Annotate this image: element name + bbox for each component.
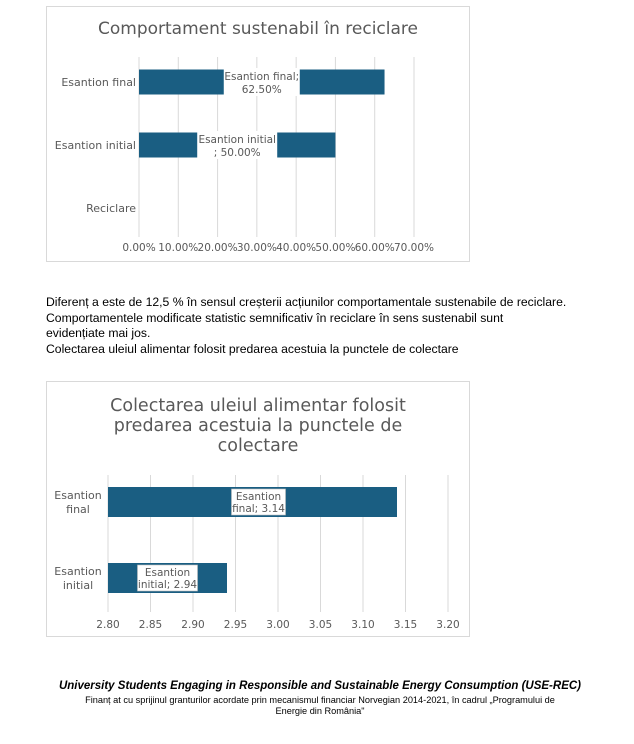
text-line: Colectarea uleiul alimentar folosit predarea acestuia la punctele de colectare	[46, 341, 459, 356]
recycling-chart	[46, 6, 470, 262]
x-tick-label: 70.00%	[393, 242, 435, 254]
x-tick-label: 60.00%	[354, 242, 395, 254]
x-tick-label: 50.00%	[315, 242, 356, 254]
x-tick-label: 2.85	[138, 619, 163, 631]
data-label: Esantion	[235, 491, 282, 503]
category-label: Esantion initial	[54, 139, 136, 152]
chart-title: Colectarea uleiul alimentar folosit predarea acestuia la punctele de colectare	[110, 396, 406, 456]
category-label: final	[66, 503, 90, 516]
x-tick-label: 30.00%	[236, 242, 277, 254]
category-label: Esantion final	[61, 76, 136, 89]
x-tick-label: 0.00%	[122, 242, 156, 254]
text-line: Diferenț a este de 12,5 % în sensul creșterii acțiunilor comportamentale sustenabile de reciclare.	[46, 295, 567, 309]
category-label: Esantion	[54, 565, 102, 578]
data-label: Esantion final;	[224, 71, 300, 83]
body-text	[46, 295, 606, 357]
text-line: evidențiate mai jos.	[46, 326, 151, 340]
x-tick-label: 3.00	[266, 619, 290, 631]
oil-collection-chart	[46, 381, 470, 637]
data-label: initial; 2.94	[137, 579, 198, 591]
category-label: Reciclare	[86, 202, 136, 215]
text-line: Comportamentele modificate statistic semnificativ în reciclare în sens sustenabil sunt	[46, 310, 504, 325]
recycling-chart-plot	[47, 7, 469, 261]
x-tick-label: 2.95	[223, 619, 248, 631]
x-tick-label: 20.00%	[197, 242, 238, 254]
chart-title: Comportament sustenabil în reciclare	[97, 19, 418, 39]
x-tick-label: 3.20	[436, 619, 460, 631]
data-label: ; 50.00%	[213, 147, 261, 159]
oil-collection-chart-plot	[47, 382, 469, 636]
data-label: Esantion	[144, 567, 191, 579]
x-tick-label: 2.80	[96, 619, 120, 631]
x-tick-label: 10.00%	[158, 242, 199, 254]
category-label: initial	[62, 579, 94, 592]
x-tick-label: 40.00%	[276, 242, 317, 254]
x-tick-label: 3.15	[393, 619, 418, 631]
x-tick-label: 3.10	[351, 619, 375, 631]
x-tick-label: 2.90	[181, 619, 205, 631]
footer-note: Finanț at cu sprijinul granturilor acordate prin mecanismul financiar Norvegian 2014-2021, în cadrul „Programului de Energie din România"	[85, 695, 555, 716]
data-label: final; 3.14	[232, 503, 285, 515]
data-label: Esantion initial	[198, 134, 276, 146]
x-tick-label: 3.05	[308, 619, 333, 631]
category-label: Esantion	[54, 489, 102, 502]
footer-title: University Students Engaging in Responsible and Sustainable Energy Consumption (USE-REC)	[58, 680, 582, 692]
data-label: 62.50%	[241, 84, 282, 96]
